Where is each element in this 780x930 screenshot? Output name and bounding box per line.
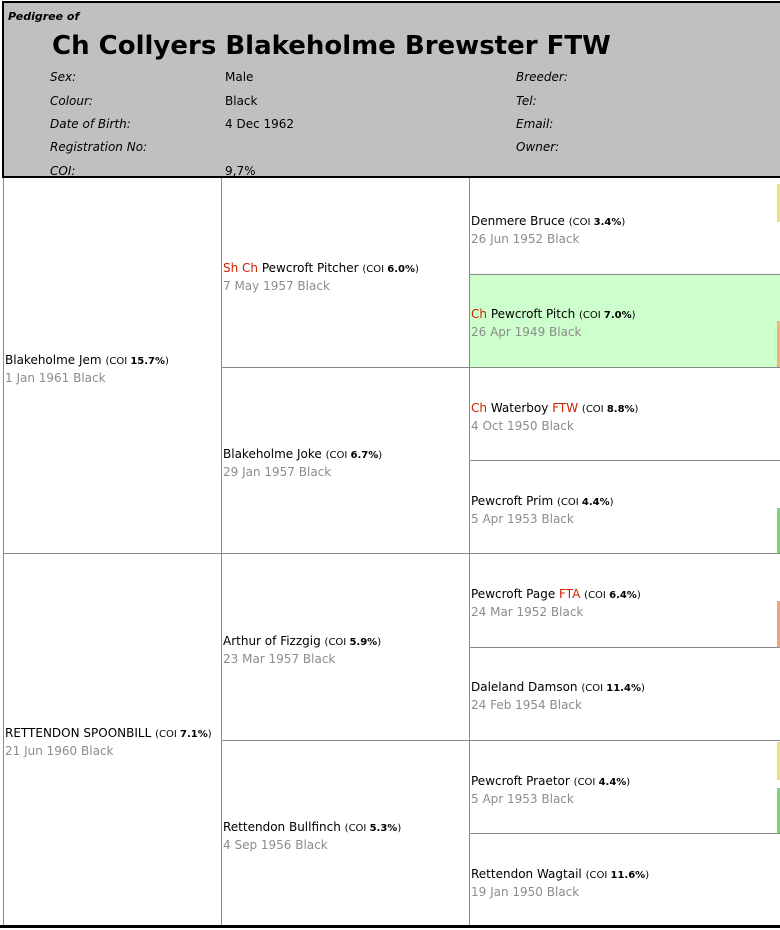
grandparent-entry[interactable] — [223, 260, 419, 294]
coi-badge: (COI 3.4%) — [568, 217, 626, 228]
pedigree-of-label: Pedigree of — [8, 10, 80, 23]
dog-info: 7 May 1957 Black — [223, 279, 330, 293]
coi-badge: (COI 8.8%) — [581, 404, 639, 415]
colour-value: Black — [225, 94, 258, 108]
coi-badge: (COI 11.4%) — [581, 683, 645, 694]
great-grandparent-entry[interactable] — [471, 493, 614, 527]
coi-badge: (COI 6.0%) — [362, 264, 419, 275]
coi-badge: (COI 6.7%) — [325, 450, 383, 461]
sex-label: Sex: — [50, 70, 77, 84]
dog-name-title: Ch Collyers Blakeholme Brewster FTW — [52, 31, 611, 61]
parent-entry[interactable] — [5, 352, 169, 386]
breeder-label: Breeder: — [516, 70, 568, 84]
great-grandparent-entry[interactable] — [471, 866, 649, 900]
grid-line — [3, 553, 780, 554]
dog-info: 1 Jan 1961 Black — [5, 371, 106, 385]
dob-label: Date of Birth: — [50, 117, 131, 131]
dog-info: 5 Apr 1953 Black — [471, 512, 574, 526]
coi-badge: (COI 11.6%) — [585, 870, 650, 881]
dog-name: Pewcroft Pitch — [490, 307, 576, 321]
dog-info: 19 Jan 1950 Black — [471, 885, 580, 899]
title-prefix: Ch — [471, 307, 487, 321]
grid-line — [221, 367, 780, 368]
dog-info: 26 Apr 1949 Black — [471, 325, 582, 339]
grandparent-entry[interactable] — [223, 446, 382, 480]
great-grandparent-entry[interactable] — [471, 773, 630, 807]
great-grandparent-entry[interactable] — [471, 679, 645, 713]
pedigree-header — [2, 1, 780, 178]
coi-badge: (COI 4.4%) — [573, 777, 631, 788]
coi-badge: (COI 5.9%) — [324, 637, 382, 648]
coi-badge: (COI 6.4%) — [584, 590, 641, 601]
dog-name: Daleland Damson — [471, 680, 578, 694]
coi-label: COI: — [50, 164, 76, 178]
colour-label: Colour: — [50, 94, 93, 108]
dob-value: 4 Dec 1962 — [225, 117, 295, 131]
grid-line — [469, 647, 780, 648]
title-prefix: Ch — [471, 401, 487, 415]
pedigree-grid — [0, 178, 780, 928]
title-suffix: FTA — [559, 587, 581, 601]
grandparent-entry[interactable] — [223, 633, 381, 667]
great-grandparent-entry[interactable] — [471, 400, 638, 434]
dog-name: Blakeholme Joke — [223, 447, 326, 461]
grid-bottom-border — [0, 925, 780, 928]
grandparent-entry[interactable] — [223, 819, 401, 853]
dog-info: 26 Jun 1952 Black — [471, 232, 580, 246]
dog-info: 4 Oct 1950 Black — [471, 419, 574, 433]
dog-name: Denmere Bruce — [471, 214, 565, 228]
dog-name: Arthur of Fizzgig — [223, 634, 321, 648]
dog-info: 21 Jun 1960 Black — [5, 744, 114, 758]
dog-info: 29 Jan 1957 Black — [223, 465, 332, 479]
dog-name: Waterboy — [490, 401, 549, 415]
title-prefix: Sh Ch — [223, 261, 259, 275]
coi-badge: (COI 5.3%) — [344, 823, 402, 834]
dog-name: Blakeholme Jem — [5, 353, 102, 367]
title-suffix: FTW — [552, 401, 579, 415]
tel-label: Tel: — [516, 94, 537, 108]
great-grandparent-entry[interactable] — [471, 213, 625, 247]
coi-badge: (COI 15.7%) — [105, 356, 169, 367]
coi-badge: (COI 7.1%) — [155, 729, 212, 740]
dog-name: Pewcroft Page — [471, 587, 556, 601]
sex-value: Male — [225, 70, 254, 84]
dog-name: Pewcroft Pitcher — [261, 261, 359, 275]
dog-info: 4 Sep 1956 Black — [223, 838, 328, 852]
dog-name: RETTENDON SPOONBILL — [5, 726, 152, 740]
grid-line — [469, 833, 780, 834]
coi-badge: (COI 7.0%) — [579, 310, 636, 321]
dog-info: 5 Apr 1953 Black — [471, 792, 574, 806]
coi-badge: (COI 4.4%) — [556, 497, 614, 508]
dog-name: Pewcroft Prim — [471, 494, 554, 508]
dog-name: Rettendon Wagtail — [471, 867, 582, 881]
registration-label: Registration No: — [50, 140, 148, 154]
dog-name: Rettendon Bullfinch — [223, 820, 341, 834]
dog-name: Pewcroft Praetor — [471, 774, 570, 788]
great-grandparent-entry[interactable] — [471, 306, 636, 340]
grid-line — [469, 460, 780, 461]
grid-line — [221, 740, 780, 741]
email-label: Email: — [516, 117, 554, 131]
dog-info: 24 Feb 1954 Black — [471, 698, 582, 712]
grid-line — [469, 274, 780, 275]
great-grandparent-entry[interactable] — [471, 586, 641, 620]
owner-label: Owner: — [516, 140, 560, 154]
dog-info: 23 Mar 1957 Black — [223, 652, 336, 666]
dog-info: 24 Mar 1952 Black — [471, 605, 584, 619]
parent-entry[interactable] — [5, 725, 212, 759]
coi-value: 9,7% — [225, 164, 256, 178]
